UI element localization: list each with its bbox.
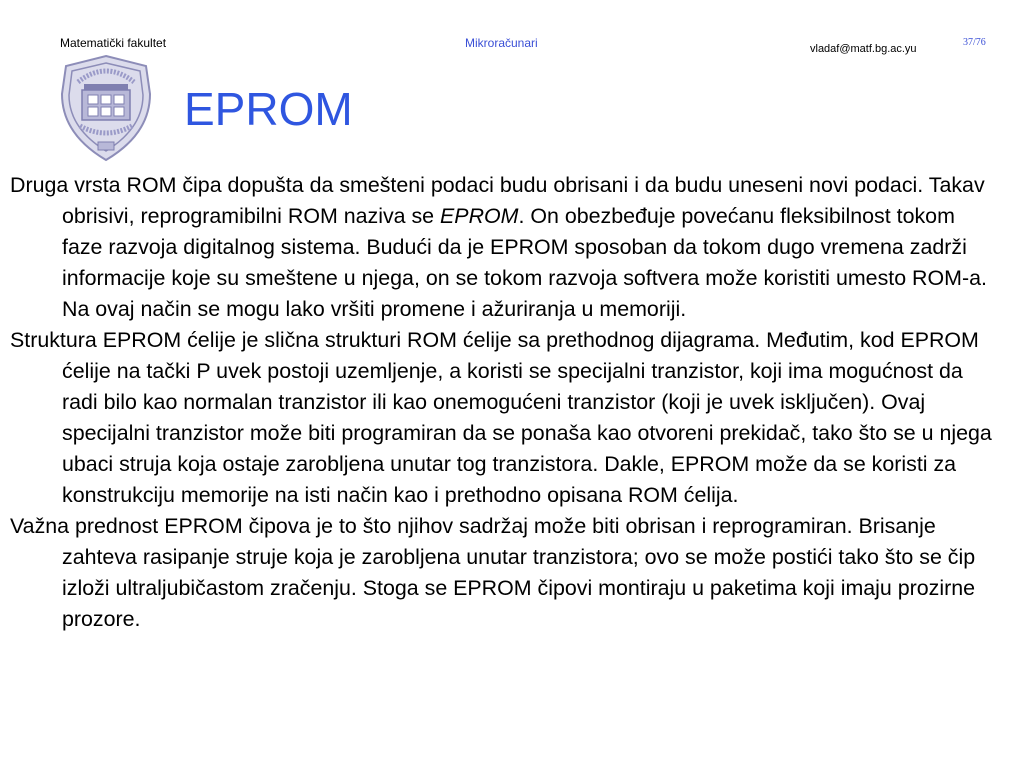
page-counter: 37/76 — [963, 37, 986, 48]
paragraph-text-before: Druga vrsta ROM čipa dopušta da smešteni podaci budu obrisani i da budu uneseni novi podaci. Takav obrisivi, reprogramibilni ROM naziva se — [10, 173, 985, 228]
paragraph-text-after: . On obezbeđuje povećanu fleksibilnost tokom faze razvoja digitalnog sistema. Budući da je EPROM sposoban da tokom dugo vremena zadrži informacije koje su smeštene u njega, on se tokom razvoja softvera može koristiti umesto ROM-a. Na ovaj način se mogu lako vršiti promene i ažuriranja u memoriji. — [62, 204, 987, 321]
paragraph-eprom-structure: Struktura EPROM ćelije je slična strukturi ROM ćelije sa prethodnog dijagrama. Međutim, kod EPROM ćelije na tački P uvek postoji uzemljenje, a koristi se specijalni tranzistor, koji ima mogućnost da radi bilo kao normalan tranzistor ili kao onemogućeni tranzistor (koji je uvek isključen). Ovaj specijalni tranzistor može biti programiran da se ponaša kao otvoreni prekidač, tako što se u njega ubaci struja koja ostaje zarobljena unutar tog tranzistora. Dakle, EPROM može da se koristi za konstrukciju memorije na isti način kao i prethodno opisana ROM ćelija. — [10, 328, 992, 507]
paragraph-eprom-definition — [10, 170, 1000, 325]
university-seal-icon — [58, 54, 154, 164]
paragraph-emphasis: EPROM — [440, 204, 519, 228]
slide-title: EPROM — [184, 83, 353, 135]
header-faculty: Matematički fakultet — [60, 36, 167, 50]
slide-body — [10, 170, 1000, 635]
header-email: vladaf@matf.bg.ac.yu — [810, 43, 917, 55]
paragraph-eprom-advantage: Važna prednost EPROM čipova je to što njihov sadržaj može biti obrisan i reprogramiran. Brisanje zahteva rasipanje struje koja je zarobljena unutar tranzistora; ovo se može postići tako što se čip izloži ultraljubičastom zračenju. Stoga se EPROM čipovi montiraju u paketima koji imaju prozirne prozore. — [10, 514, 976, 631]
header-course-link[interactable]: Mikroračunari — [465, 36, 538, 50]
